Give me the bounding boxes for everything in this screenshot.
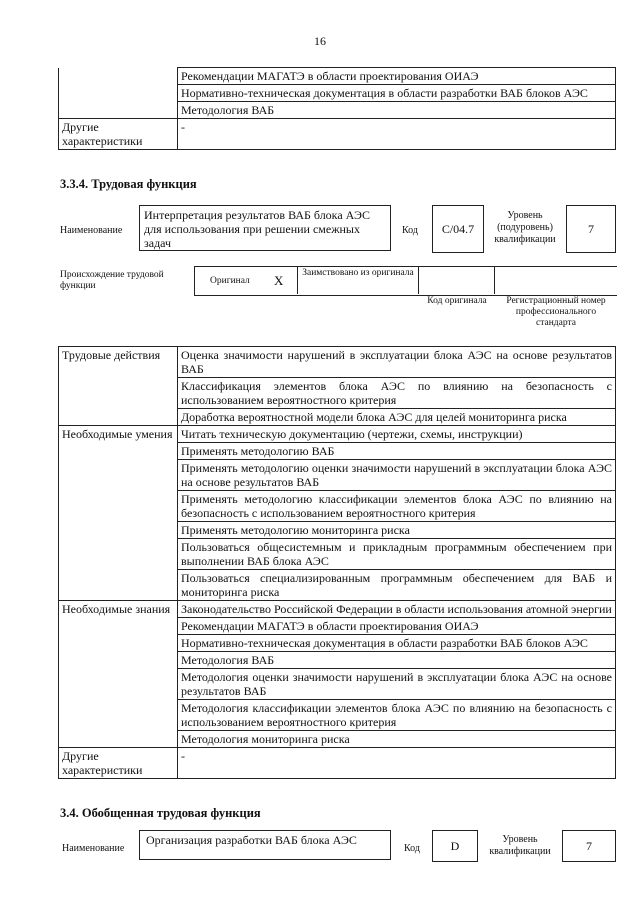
page-number: 16 — [314, 34, 326, 48]
table-cell: Методология мониторинга риска — [178, 731, 616, 748]
original-mark: X — [274, 273, 284, 288]
code-label: Код — [402, 225, 418, 236]
table-cell: - — [178, 119, 616, 150]
row-label: Другие характеристики — [59, 748, 178, 779]
level-value: 7 — [562, 830, 616, 862]
table-cell: Пользоваться общесистемным и прикладным программным обеспечением при выполнении ВАБ блока АЭС — [178, 539, 616, 570]
generalized-function-name-box: Организация разработки ВАБ блока АЭС — [139, 830, 391, 860]
table-cell: Применять методологию ВАБ — [178, 443, 616, 460]
divider — [418, 266, 419, 294]
row-label: Необходимые умения — [59, 426, 178, 601]
table-cell: Доработка вероятностной модели блока АЭС для целей мониторинга риска — [178, 409, 616, 426]
table-cell: Методология оценки значимости нарушений в эксплуатации блока АЭС на основе результатов ВАБ — [178, 669, 616, 700]
name-label: Наименование — [62, 843, 125, 854]
table-cell: Применять методологию оценки значимости нарушений в эксплуатации блока АЭС на основе результатов ВАБ — [178, 460, 616, 491]
table-cell: Методология ВАБ — [178, 652, 616, 669]
knowledge-continuation-table — [58, 67, 616, 150]
table-cell: Рекомендации МАГАТЭ в области проектирования ОИАЭ — [178, 618, 616, 635]
divider — [297, 266, 298, 294]
table-cell: Нормативно-техническая документация в области разработки ВАБ блоков АЭС — [178, 635, 616, 652]
function-name-box: Интерпретация результатов ВАБ блока АЭС для использования при решении смежных задач — [139, 205, 391, 251]
reg-number-label: Регистрационный номер профессионального стандарта — [506, 296, 606, 328]
table-cell: Законодательство Российской Федерации в области использования атомной энергии — [178, 601, 616, 618]
table-cell: Методология классификации элементов блока АЭС по влиянию на безопасность с использованием вероятностного критерия — [178, 700, 616, 731]
name-label: Наименование — [60, 225, 123, 236]
borrowed-label: Заимствовано из оригинала — [302, 268, 414, 278]
table-cell: Применять методологию классификации элементов блока АЭС по влиянию на безопасность с использованием вероятностного критерия — [178, 491, 616, 522]
table-cell: Рекомендации МАГАТЭ в области проектирования ОИАЭ — [178, 68, 616, 85]
row-label: Трудовые действия — [59, 347, 178, 426]
section-heading: 3.4. Обобщенная трудовая функция — [60, 806, 261, 820]
table-cell: Применять методологию мониторинга риска — [178, 522, 616, 539]
table-cell: Оценка значимости нарушений в эксплуатации блока АЭС на основе результатов ВАБ — [178, 347, 616, 378]
row-label: Необходимые знания — [59, 601, 178, 748]
code-original-label: Код оригинала — [427, 296, 487, 306]
row-label: Другие характеристики — [59, 119, 178, 150]
table-cell: Классификация элементов блока АЭС по влиянию на безопасность с использованием вероятностного критерия — [178, 378, 616, 409]
table-cell: Читать техническую документацию (чертежи, схемы, инструкции) — [178, 426, 616, 443]
original-label: Оригинал — [210, 276, 250, 286]
labor-function-table — [58, 346, 616, 779]
section-heading: 3.3.4. Трудовая функция — [60, 177, 197, 191]
code-value: С/04.7 — [432, 205, 484, 253]
level-value: 7 — [566, 205, 616, 253]
level-label: Уровень квалификации — [489, 834, 551, 857]
code-label: Код — [404, 843, 420, 854]
table-cell: Методология ВАБ — [178, 102, 616, 119]
level-label: Уровень (подуровень) квалификации — [494, 210, 556, 245]
table-cell: - — [178, 748, 616, 779]
table-cell: Нормативно-техническая документация в области разработки ВАБ блоков АЭС — [178, 85, 616, 102]
divider — [494, 266, 495, 294]
origin-label: Происхождение трудовой функции — [60, 270, 164, 291]
table-cell: Пользоваться специализированным программным обеспечением для ВАБ и мониторинга риска — [178, 570, 616, 601]
code-value: D — [432, 830, 478, 862]
